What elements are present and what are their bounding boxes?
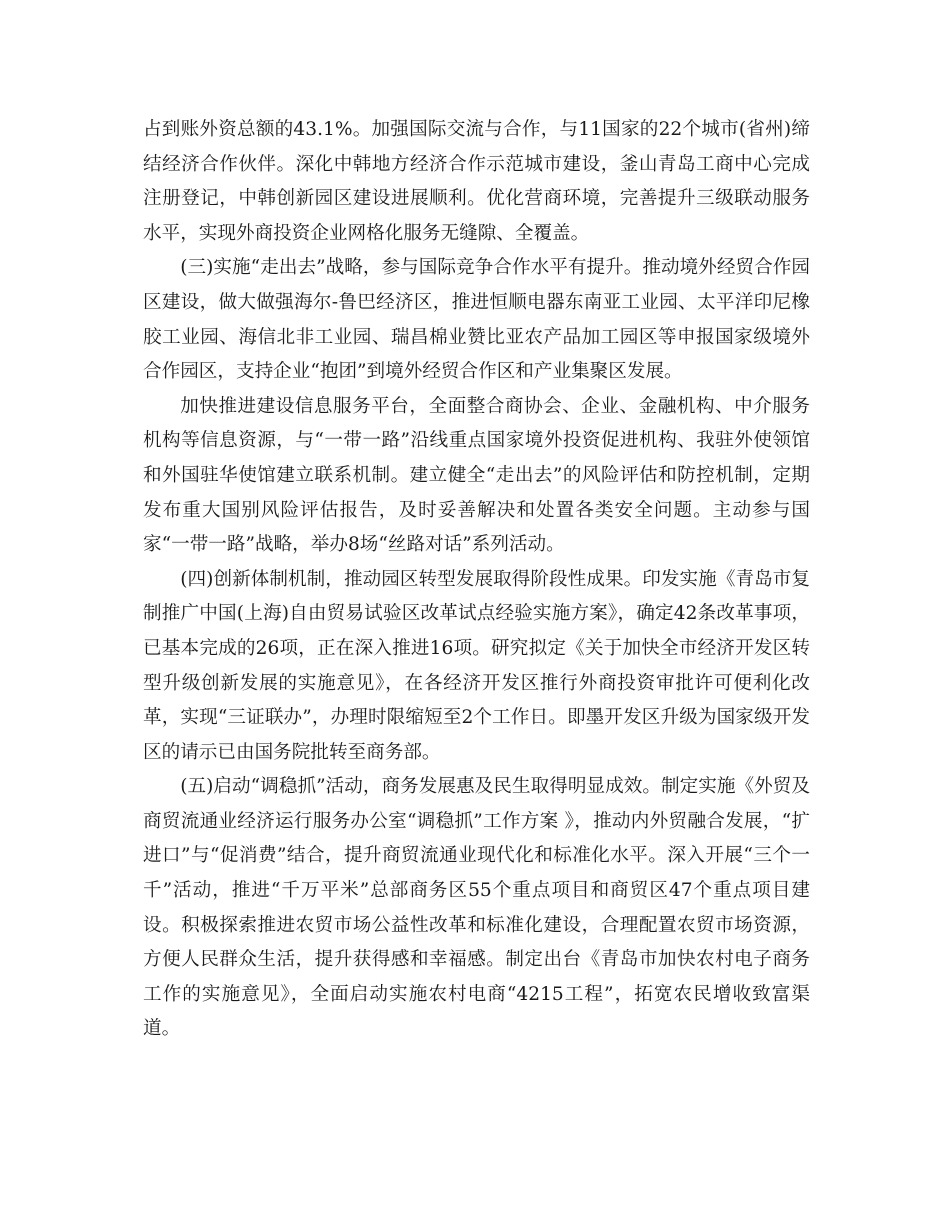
- paragraph-info-platform: 加快推进建设信息服务平台，全面整合商协会、企业、金融机构、中介服务机构等信息资源，与“一带一路”沿线重点国家境外投资促进机构、我驻外使领馆和外国驻华使馆建立联系机制。建立健全“走出去”的风险评估和防控机制，定期发布重大国别风险评估报告，及时妥善解决和处置各类安全问题。主动参与国家“一带一路”战略，举办8场“丝路对话”系列活动。: [143, 395, 810, 556]
- document-body: [143, 113, 810, 1047]
- paragraph-stabilize-activity: (五)启动“调稳抓”活动，商务发展惠及民生取得明显成效。制定实施《外贸及商贸流通业经济运行服务办公室“调稳抓”工作方案 》，推动内外贸融合发展，“扩进口”与“促消费”结合，提升商贸流通业现代化和标准化水平。深入开展“三个一千”活动，推进“千万平米”总部商务区55个重点项目和商贸区47个重点项目建设。积极探索推进农贸市场公益性改革和标准化建设，合理配置农贸市场资源，方便人民群众生活，提升获得感和幸福感。制定出台《青岛市加快农村电子商务工作的实施意见》，全面启动实施农村电商“4215工程”，拓宽农民增收致富渠道。: [143, 776, 810, 1040]
- paragraph-institutional-innovation: (四)创新体制机制，推动园区转型发展取得阶段性成果。印发实施《青岛市复制推广中国(上海)自由贸易试验区改革试点经验实施方案》，确定42条改革事项，已基本完成的26项，正在深入推进16项。研究拟定《关于加快全市经济开发区转型升级创新发展的实施意见》，在各经济开发区推行外商投资审批许可便利化改革，实现“三证联办”，办理时限缩短至2个工作日。即墨开发区升级为国家级开发区的请示已由国务院批转至商务部。: [143, 568, 810, 763]
- paragraph-going-global: (三)实施“走出去”战略，参与国际竞争合作水平有提升。推动境外经贸合作园区建设，做大做强海尔-鲁巴经济区，推进恒顺电器东南亚工业园、太平洋印尼橡胶工业园、海信北非工业园、瑞昌棉业赞比亚农产品加工园区等申报国家级境外合作园区，支持企业“抱团”到境外经贸合作区和产业集聚区发展。: [143, 257, 810, 383]
- paragraph-foreign-investment: 占到账外资总额的43.1%。加强国际交流与合作，与11国家的22个城市(省州)缔结经济合作伙伴。深化中韩地方经济合作示范城市建设，釜山青岛工商中心完成注册登记，中韩创新园区建设进展顺利。优化营商环境，完善提升三级联动服务水平，实现外商投资企业网格化服务无缝隙、全覆盖。: [143, 119, 810, 244]
